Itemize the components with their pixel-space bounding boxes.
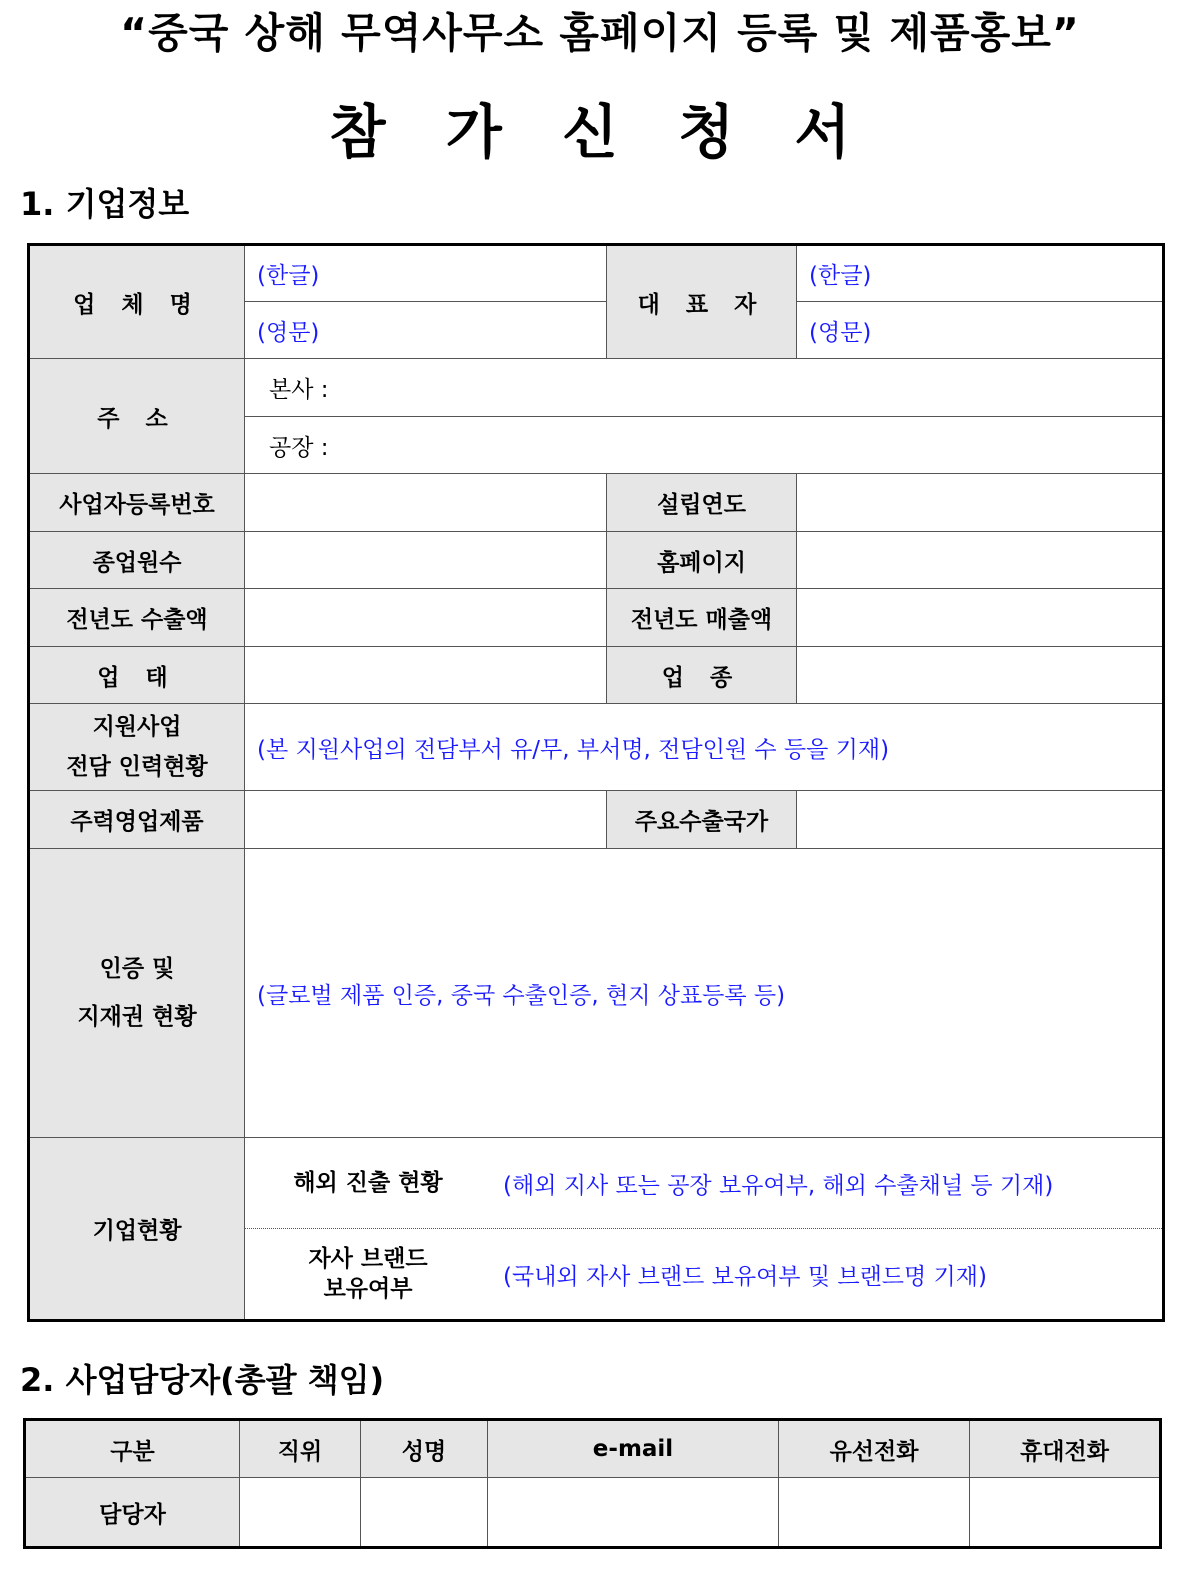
biz-reg-label: 사업자등록번호 [29, 474, 245, 532]
founded-label: 설립연도 [607, 474, 797, 532]
overseas-row[interactable] [245, 1138, 1162, 1229]
ceo-label: 대 표 자 [607, 245, 797, 359]
founded-field[interactable] [797, 474, 1164, 532]
support-staff-label-line1: 지원사업 [92, 714, 182, 740]
col-header-mobile: 휴대전화 [970, 1420, 1161, 1478]
support-staff-label-line2: 전담 인력현황 [66, 754, 208, 780]
brand-row[interactable] [245, 1229, 1162, 1319]
brand-hint: (국내외 자사 브랜드 보유여부 및 브랜드명 기재) [503, 1263, 987, 1290]
biz-reg-field[interactable] [245, 474, 607, 532]
cert-label [29, 849, 245, 1138]
company-info-table [27, 243, 1165, 1322]
manager-phone-field[interactable] [779, 1478, 970, 1548]
sales-label: 전년도 매출액 [607, 589, 797, 647]
overseas-label: 해외 진출 현황 [293, 1170, 443, 1196]
document-title: “중국 상해 무역사무소 홈페이지 등록 및 제품홍보” [120, 9, 1080, 57]
biz-item-label: 업 종 [607, 647, 797, 704]
manager-email-field[interactable] [488, 1478, 779, 1548]
homepage-field[interactable] [797, 532, 1164, 589]
col-header-email: e-mail [488, 1420, 779, 1478]
hq-address-field[interactable]: 본사 : [245, 359, 1164, 417]
brand-label-line2: 보유여부 [323, 1276, 413, 1302]
company-status-cell [245, 1138, 1164, 1321]
support-staff-label [29, 704, 245, 791]
main-product-label: 주력영업제품 [29, 791, 245, 849]
col-header-name: 성명 [361, 1420, 488, 1478]
export-field[interactable] [245, 589, 607, 647]
company-name-kr-field[interactable]: (한글) [245, 245, 607, 302]
sales-field[interactable] [797, 589, 1164, 647]
col-header-category: 구분 [25, 1420, 240, 1478]
section-1-heading: 1. 기업정보 [20, 185, 190, 223]
address-label: 주 소 [29, 359, 245, 474]
manager-table [23, 1418, 1162, 1549]
cert-field[interactable]: (글로벌 제품 인증, 중국 수출인증, 현지 상표등록 등) [245, 849, 1164, 1138]
ceo-kr-field[interactable]: (한글) [797, 245, 1164, 302]
section-2-heading: 2. 사업담당자(총괄 책임) [20, 1361, 385, 1399]
document-subtitle: 참 가 신 청 서 [329, 98, 871, 166]
col-header-phone: 유선전화 [779, 1420, 970, 1478]
company-name-label: 업 체 명 [29, 245, 245, 359]
homepage-label: 홈페이지 [607, 532, 797, 589]
main-country-label: 주요수출국가 [607, 791, 797, 849]
manager-row-label: 담당자 [25, 1478, 240, 1548]
export-label: 전년도 수출액 [29, 589, 245, 647]
main-product-field[interactable] [245, 791, 607, 849]
ceo-en-field[interactable]: (영문) [797, 302, 1164, 359]
col-header-position: 직위 [240, 1420, 361, 1478]
manager-mobile-field[interactable] [970, 1478, 1161, 1548]
cert-label-line2: 지재권 현황 [77, 1004, 197, 1030]
manager-name-field[interactable] [361, 1478, 488, 1548]
main-country-field[interactable] [797, 791, 1164, 849]
brand-label [245, 1244, 491, 1304]
company-status-label: 기업현황 [29, 1138, 245, 1321]
biz-type-label: 업 태 [29, 647, 245, 704]
brand-label-line1: 자사 브랜드 [308, 1246, 428, 1272]
employees-label: 종업원수 [29, 532, 245, 589]
biz-type-field[interactable] [245, 647, 607, 704]
employees-field[interactable] [245, 532, 607, 589]
manager-position-field[interactable] [240, 1478, 361, 1548]
cert-label-line1: 인증 및 [99, 956, 175, 982]
support-staff-field[interactable]: (본 지원사업의 전담부서 유/무, 부서명, 전담인원 수 등을 기재) [245, 704, 1164, 791]
company-name-en-field[interactable]: (영문) [245, 302, 607, 359]
overseas-hint: (해외 지사 또는 공장 보유여부, 해외 수출채널 등 기재) [503, 1172, 1054, 1199]
factory-address-field[interactable]: 공장 : [245, 417, 1164, 474]
biz-item-field[interactable] [797, 647, 1164, 704]
